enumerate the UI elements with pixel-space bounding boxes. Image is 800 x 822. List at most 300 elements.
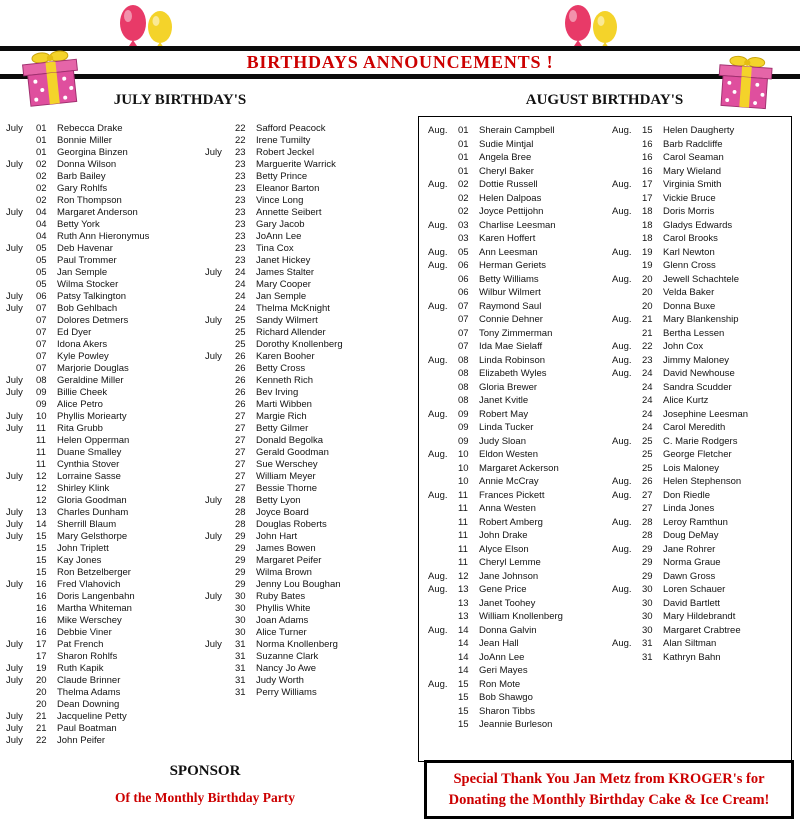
birthday-row <box>428 529 610 543</box>
day-label: 11 <box>458 530 468 541</box>
month-label <box>205 459 235 471</box>
august-list-col2 <box>612 124 788 664</box>
birthday-row <box>205 207 405 219</box>
birthday-row <box>428 637 610 651</box>
month-label: July <box>6 531 23 542</box>
birthday-row <box>612 502 788 516</box>
person-name: James Stalter <box>256 267 315 278</box>
day-label: 28 <box>235 495 246 506</box>
month-label <box>205 327 235 339</box>
person-name: Judy Sloan <box>479 435 527 447</box>
day-label: 18 <box>642 206 653 217</box>
birthday-row <box>205 219 405 231</box>
month-label <box>6 183 36 195</box>
thank-you-line1: Special Thank You Jan Metz from KROGER's for <box>453 770 765 787</box>
person-name: Sue Werschey <box>256 459 318 470</box>
person-name: Vince Long <box>256 195 304 206</box>
month-label: Aug. <box>428 584 448 595</box>
month-label <box>205 279 235 291</box>
person-name: Cheryl Baker <box>479 165 534 177</box>
month-label <box>428 610 458 624</box>
day-label: 30 <box>235 591 246 602</box>
person-name: Betty York <box>57 219 100 230</box>
month-label <box>612 462 642 476</box>
month-label: Aug. <box>612 489 632 501</box>
person-name: Ann Leesman <box>479 246 538 258</box>
person-name: Carol Brooks <box>663 233 718 244</box>
month-label <box>612 219 642 233</box>
month-label: July <box>6 423 23 434</box>
birthday-row <box>428 178 610 192</box>
day-label: 26 <box>642 476 653 487</box>
person-name: Robert Jeckel <box>256 147 315 158</box>
day-label: 05 <box>36 243 47 254</box>
person-name: Pat French <box>57 639 104 650</box>
day-label: 30 <box>235 603 246 614</box>
day-label: 02 <box>458 179 469 190</box>
birthday-row <box>612 178 788 192</box>
day-label: 29 <box>235 543 246 554</box>
day-label: 31 <box>235 639 246 650</box>
birthday-row <box>428 219 610 233</box>
person-name: Mike Werschey <box>57 615 122 626</box>
sponsor-subtitle: Of the Monthly Birthday Party <box>115 790 295 805</box>
person-name: Loren Schauer <box>663 584 726 595</box>
person-name: Dolores Detmers <box>57 315 129 326</box>
person-name: Helen Stephenson <box>663 476 742 487</box>
month-label: Aug. <box>428 125 448 136</box>
person-name: Angela Bree <box>479 152 532 163</box>
day-label: 20 <box>642 300 653 312</box>
month-label <box>205 135 235 147</box>
birthday-row <box>6 435 202 447</box>
month-label <box>428 286 458 300</box>
month-label <box>6 363 36 375</box>
day-label: 26 <box>235 363 246 374</box>
person-name: Bertha Lessen <box>663 327 725 339</box>
month-label <box>612 138 642 152</box>
month-label <box>612 192 642 206</box>
day-label: 08 <box>36 375 47 386</box>
month-label <box>428 205 458 219</box>
month-label <box>205 555 235 567</box>
month-label <box>205 543 235 555</box>
day-label: 21 <box>36 711 47 722</box>
month-label <box>428 691 458 705</box>
july-list-col1 <box>6 123 202 747</box>
birthday-row <box>612 165 788 179</box>
person-name: Sherrill Blaum <box>57 519 117 530</box>
month-label <box>205 363 235 375</box>
birthday-row <box>6 219 202 231</box>
birthday-row <box>428 624 610 638</box>
birthday-row <box>428 313 610 327</box>
day-label: 29 <box>642 543 653 555</box>
day-label: 16 <box>36 627 47 638</box>
july-heading: JULY BIRTHDAY'S <box>113 92 247 108</box>
person-name: Mary Gelsthorpe <box>57 531 128 542</box>
person-name: Perry Williams <box>256 687 317 698</box>
month-label <box>612 381 642 395</box>
day-label: 25 <box>235 327 246 338</box>
day-label: 07 <box>36 363 47 374</box>
day-label: 24 <box>642 381 653 393</box>
birthday-row <box>205 567 405 579</box>
person-name: Bob Shawgo <box>479 692 533 703</box>
month-label <box>6 435 36 447</box>
day-label: 25 <box>235 339 246 350</box>
birthday-row <box>205 303 405 315</box>
birthday-row <box>6 363 202 375</box>
birthday-row <box>428 610 610 624</box>
birthday-row <box>612 570 788 584</box>
birthday-row <box>612 259 788 273</box>
person-name: Eldon Westen <box>479 449 538 460</box>
person-name: Connie Dehner <box>479 314 543 325</box>
birthday-row <box>428 124 610 138</box>
month-label: July <box>205 267 222 278</box>
person-name: Dottie Russell <box>479 179 538 190</box>
person-name: Gladys Edwards <box>663 219 733 231</box>
month-label: Aug. <box>428 570 448 582</box>
day-label: 04 <box>36 207 47 218</box>
month-label <box>428 651 458 665</box>
month-label <box>612 570 642 584</box>
month-label <box>6 651 36 663</box>
person-name: Alice Petro <box>57 399 103 410</box>
month-label <box>428 435 458 449</box>
month-label <box>6 567 36 579</box>
birthday-row <box>205 255 405 267</box>
person-name: Irene Tumilty <box>256 135 311 146</box>
day-label: 31 <box>642 651 653 663</box>
person-name: Gerald Goodman <box>256 447 329 458</box>
day-label: 26 <box>235 375 246 386</box>
month-label <box>205 183 235 195</box>
day-label: 26 <box>235 351 246 362</box>
birthday-row <box>6 231 202 243</box>
day-label: 07 <box>458 327 469 339</box>
august-heading: AUGUST BIRTHDAY'S <box>525 92 684 108</box>
july-list-col2 <box>205 123 405 699</box>
day-label: 29 <box>235 579 246 590</box>
month-label: July <box>6 663 23 674</box>
birthday-row <box>6 519 202 531</box>
month-label: July <box>6 375 23 386</box>
birthday-row <box>6 159 202 171</box>
birthday-row <box>205 387 405 399</box>
person-name: Ron Mote <box>479 678 521 690</box>
birthday-row <box>612 246 788 260</box>
month-label <box>205 411 235 423</box>
birthday-row <box>428 570 610 584</box>
day-label: 14 <box>458 651 469 663</box>
birthday-row <box>6 171 202 183</box>
person-name: Ida Mae Sielaff <box>479 341 543 352</box>
person-name: Duane Smalley <box>57 447 122 458</box>
birthday-row <box>612 273 788 287</box>
birthday-row <box>6 591 202 603</box>
month-label <box>205 663 235 675</box>
person-name: Glenn Cross <box>663 260 716 271</box>
month-label <box>612 610 642 624</box>
person-name: JoAnn Lee <box>479 651 525 663</box>
month-label <box>428 273 458 287</box>
birthday-row <box>612 124 788 138</box>
month-label <box>205 651 235 663</box>
person-name: Janet Toohey <box>479 597 536 609</box>
month-label: Aug. <box>612 354 632 366</box>
day-label: 04 <box>36 219 47 230</box>
person-name: Jane Johnson <box>479 570 539 582</box>
day-label: 12 <box>36 471 47 482</box>
person-name: Ruth Kapik <box>57 663 104 674</box>
day-label: 11 <box>458 543 468 555</box>
person-name: Deb Havenar <box>57 243 113 254</box>
day-label: 31 <box>642 638 653 649</box>
day-label: 27 <box>235 459 246 470</box>
day-label: 07 <box>36 315 47 326</box>
birthday-row <box>428 246 610 260</box>
day-label: 17 <box>642 192 653 204</box>
month-label <box>6 327 36 339</box>
month-label <box>6 555 36 567</box>
day-label: 22 <box>642 341 653 352</box>
birthday-row <box>205 543 405 555</box>
day-label: 02 <box>36 183 47 194</box>
person-name: John Hart <box>256 531 298 542</box>
birthday-row <box>612 205 788 219</box>
person-name: Idona Akers <box>57 339 108 350</box>
day-label: 16 <box>642 152 653 163</box>
month-label <box>6 267 36 279</box>
birthday-row <box>428 651 610 665</box>
month-label <box>205 615 235 627</box>
person-name: Jacqueline Petty <box>57 711 127 722</box>
birthday-row <box>6 147 202 159</box>
month-label <box>205 255 235 267</box>
person-name: Fred Vlahovich <box>57 579 121 590</box>
day-label: 16 <box>36 579 47 590</box>
birthday-row <box>205 195 405 207</box>
birthday-row <box>205 591 405 603</box>
person-name: Alice Kurtz <box>663 395 709 406</box>
month-label <box>428 421 458 435</box>
person-name: Elizabeth Wyles <box>479 368 547 379</box>
birthday-row <box>205 123 405 135</box>
birthday-row <box>6 579 202 591</box>
month-label <box>428 327 458 341</box>
birthday-row <box>612 219 788 233</box>
month-label: July <box>6 639 23 650</box>
day-label: 15 <box>36 531 47 542</box>
birthday-row <box>6 735 202 747</box>
birthday-row <box>6 387 202 399</box>
person-name: Donna Buxe <box>663 300 716 312</box>
month-label <box>6 483 36 495</box>
month-label <box>205 423 235 435</box>
person-name: Mary Hildebrandt <box>663 611 736 622</box>
person-name: Frances Pickett <box>479 489 545 501</box>
birthday-row <box>612 394 788 408</box>
birthday-row <box>205 555 405 567</box>
person-name: Debbie Viner <box>57 627 112 638</box>
birthday-row <box>205 615 405 627</box>
day-label: 16 <box>642 138 653 150</box>
month-label: Aug. <box>612 516 632 528</box>
person-name: Cheryl Lemme <box>479 557 541 568</box>
birthday-row <box>205 243 405 255</box>
birthday-row <box>6 711 202 723</box>
month-label <box>612 165 642 179</box>
birthday-row <box>612 556 788 570</box>
person-name: Annette Seibert <box>256 207 322 218</box>
person-name: David Newhouse <box>663 368 735 379</box>
person-name: Karen Hoffert <box>479 233 536 244</box>
month-label <box>6 339 36 351</box>
day-label: 15 <box>642 125 653 136</box>
month-label <box>612 394 642 408</box>
birthday-row <box>205 183 405 195</box>
month-label: July <box>205 315 222 326</box>
day-label: 22 <box>235 123 246 134</box>
birthday-row <box>6 267 202 279</box>
person-name: Helen Daugherty <box>663 125 735 136</box>
day-label: 15 <box>36 555 47 566</box>
day-label: 20 <box>36 699 47 710</box>
month-label <box>428 597 458 611</box>
month-label: July <box>205 495 222 506</box>
month-label <box>612 408 642 422</box>
month-label: July <box>6 243 23 254</box>
birthday-row <box>428 718 610 732</box>
day-label: 08 <box>458 381 469 393</box>
birthday-row <box>205 231 405 243</box>
month-label <box>205 123 235 135</box>
person-name: Geraldine Miller <box>57 375 124 386</box>
day-label: 13 <box>458 611 469 622</box>
day-label: 10 <box>458 462 469 474</box>
birthday-row <box>612 232 788 246</box>
month-label <box>6 279 36 291</box>
person-name: Margaret Crabtree <box>663 624 741 636</box>
month-label: July <box>205 351 222 362</box>
person-name: Marguerite Warrick <box>256 159 336 170</box>
day-label: 22 <box>235 135 246 146</box>
birthday-row <box>612 624 788 638</box>
day-label: 20 <box>642 287 653 298</box>
month-label: July <box>6 207 23 218</box>
person-name: Mary Wieland <box>663 165 722 177</box>
person-name: Annie McCray <box>479 476 539 487</box>
month-label <box>6 543 36 555</box>
day-label: 11 <box>458 489 468 501</box>
month-label <box>428 313 458 327</box>
day-label: 15 <box>36 543 47 554</box>
birthday-row <box>205 531 405 543</box>
person-name: Jimmy Maloney <box>663 354 729 366</box>
person-name: Georgina Binzen <box>57 147 128 158</box>
birthday-row <box>428 138 610 152</box>
birthday-row <box>612 583 788 597</box>
day-label: 19 <box>642 246 653 258</box>
day-label: 05 <box>36 255 47 266</box>
birthday-row <box>428 421 610 435</box>
birthday-row <box>612 489 788 503</box>
day-label: 18 <box>642 219 653 231</box>
month-label <box>428 502 458 516</box>
month-label <box>428 664 458 678</box>
month-label: Aug. <box>428 300 448 312</box>
month-label: Aug. <box>612 206 632 217</box>
thank-you-line2: Donating the Monthly Birthday Cake & Ice Cream! <box>448 791 770 808</box>
birthday-row <box>612 381 788 395</box>
person-name: Wilma Brown <box>256 567 312 578</box>
month-label <box>612 624 642 638</box>
day-label: 23 <box>235 255 246 266</box>
birthday-row <box>612 151 788 165</box>
month-label: July <box>6 159 23 170</box>
person-name: Kenneth Rich <box>256 375 314 386</box>
month-label: July <box>6 291 23 302</box>
day-label: 02 <box>36 159 47 170</box>
day-label: 23 <box>235 243 246 254</box>
day-label: 25 <box>642 435 653 447</box>
month-label <box>205 603 235 615</box>
month-label <box>205 339 235 351</box>
person-name: Martha Whiteman <box>57 603 132 614</box>
birthday-row <box>6 351 202 363</box>
birthday-row <box>205 639 405 651</box>
day-label: 25 <box>642 449 653 460</box>
day-label: 14 <box>458 624 469 636</box>
birthday-row <box>612 313 788 327</box>
day-label: 08 <box>458 354 469 366</box>
birthday-row <box>428 556 610 570</box>
month-label <box>612 300 642 314</box>
birthday-row <box>612 651 788 665</box>
day-label: 07 <box>36 351 47 362</box>
birthday-row <box>205 471 405 483</box>
person-name: Joyce Board <box>256 507 309 518</box>
birthday-row <box>6 687 202 699</box>
person-name: Lois Maloney <box>663 462 719 474</box>
day-label: 30 <box>235 627 246 638</box>
person-name: Doris Morris <box>663 206 715 217</box>
person-name: Dorothy Knollenberg <box>256 339 343 350</box>
day-label: 16 <box>36 591 47 602</box>
person-name: Thelma McKnight <box>256 303 330 314</box>
person-name: Margaret Ackerson <box>479 462 559 474</box>
birthday-row <box>6 447 202 459</box>
month-label <box>205 507 235 519</box>
birthday-row <box>205 495 405 507</box>
day-label: 11 <box>36 459 46 470</box>
month-label: July <box>205 147 222 158</box>
birthday-row <box>428 381 610 395</box>
month-label: Aug. <box>428 219 448 231</box>
day-label: 14 <box>458 638 469 649</box>
birthday-row <box>428 367 610 381</box>
day-label: 30 <box>642 624 653 636</box>
person-name: Ed Dyer <box>57 327 92 338</box>
person-name: Robert Amberg <box>479 516 543 528</box>
person-name: Jeannie Burleson <box>479 719 553 730</box>
day-label: 31 <box>235 651 246 662</box>
day-label: 12 <box>36 483 47 494</box>
day-label: 10 <box>458 449 469 460</box>
month-label <box>612 448 642 462</box>
